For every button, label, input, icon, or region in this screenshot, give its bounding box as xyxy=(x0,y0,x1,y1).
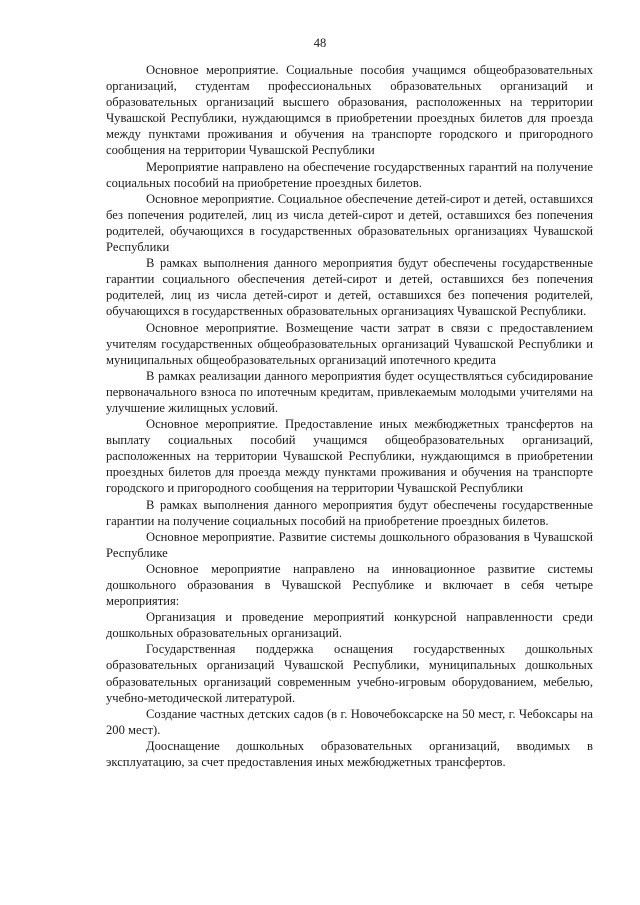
paragraph: В рамках выполнения данного мероприятия будут обеспечены государственные гарантии социального обеспечения детей-сирот и детей, оставшихся без попечения родителей, лиц из числа детей-сирот и детей, оставшихся без попечения родителей, обучающихся в государственных образовательных организациях Чувашской Республики. xyxy=(106,256,593,319)
paragraph: Организация и проведение мероприятий конкурсной направленности среди дошкольных образовательных организаций. xyxy=(106,610,593,641)
paragraph: В рамках реализации данного мероприятия будет осуществляться субсидирование первоначального взноса по ипотечным кредитам, привлекаемым молодыми учителями на улучшение жилищных условий. xyxy=(106,368,593,415)
paragraph: Основное мероприятие. Социальные пособия учащимся общеобразовательных организаций, студентам профессиональных образовательных организаций и образовательных организаций высшего образования, расположенных на территории Чувашской Республики, нуждающимся в приобретении проездных билетов для проезда между пунктами проживания и обучения на транспорте городского и пригородного сообщения на территории Чувашской Республики xyxy=(106,63,593,158)
paragraph: Создание частных детских садов (в г. Новочебоксарске на 50 мест, г. Чебоксары на 200 мест). xyxy=(106,706,593,737)
document-body xyxy=(106,62,593,770)
paragraph: Основное мероприятие направлено на инновационное развитие системы дошкольного образования в Чувашской Республике и включает в себя четыре мероприятия: xyxy=(106,561,593,609)
paragraph: Мероприятие направлено на обеспечение государственных гарантий на получение социальных пособий на приобретение проездных билетов. xyxy=(106,159,593,190)
paragraph: Основное мероприятие. Возмещение части затрат в связи с предоставлением учителям государственных общеобразовательных организаций Чувашской Республики и муниципальных общеобразовательных организаций ипотечного кредита xyxy=(106,320,593,367)
paragraph: Дооснащение дошкольных образовательных организаций, вводимых в эксплуатацию, за счет предоставления иных межбюджетных трансфертов. xyxy=(106,738,593,770)
page-number: 48 xyxy=(313,36,327,50)
paragraph: Основное мероприятие. Социальное обеспечение детей-сирот и детей, оставшихся без попечения родителей, лиц из числа детей-сирот и детей, оставшихся без попечения родителей, обучающихся в государственных образовательных организациях Чувашской Республики xyxy=(106,191,593,255)
paragraph: В рамках выполнения данного мероприятия будут обеспечены государственные гарантии на получение социальных пособий на приобретение проездных билетов. xyxy=(106,497,593,528)
paragraph: Государственная поддержка оснащения государственных дошкольных образовательных организаций Чувашской Республики, муниципальных дошкольных образовательных организаций современным учебно-игровым оборудованием, мебелью, учебно-методической литературой. xyxy=(106,642,593,705)
paragraph: Основное мероприятие. Развитие системы дошкольного образования в Чувашской Республике xyxy=(106,529,593,560)
paragraph: Основное мероприятие. Предоставление иных межбюджетных трансфертов на выплату социальных пособий учащимся общеобразовательных организаций, расположенных на территории Чувашской Республики, нуждающимся в приобретении проездных билетов для проезда между пунктами проживания и обучения на транспорте городского и пригородного сообщения на территории Чувашской Республики xyxy=(106,417,593,496)
